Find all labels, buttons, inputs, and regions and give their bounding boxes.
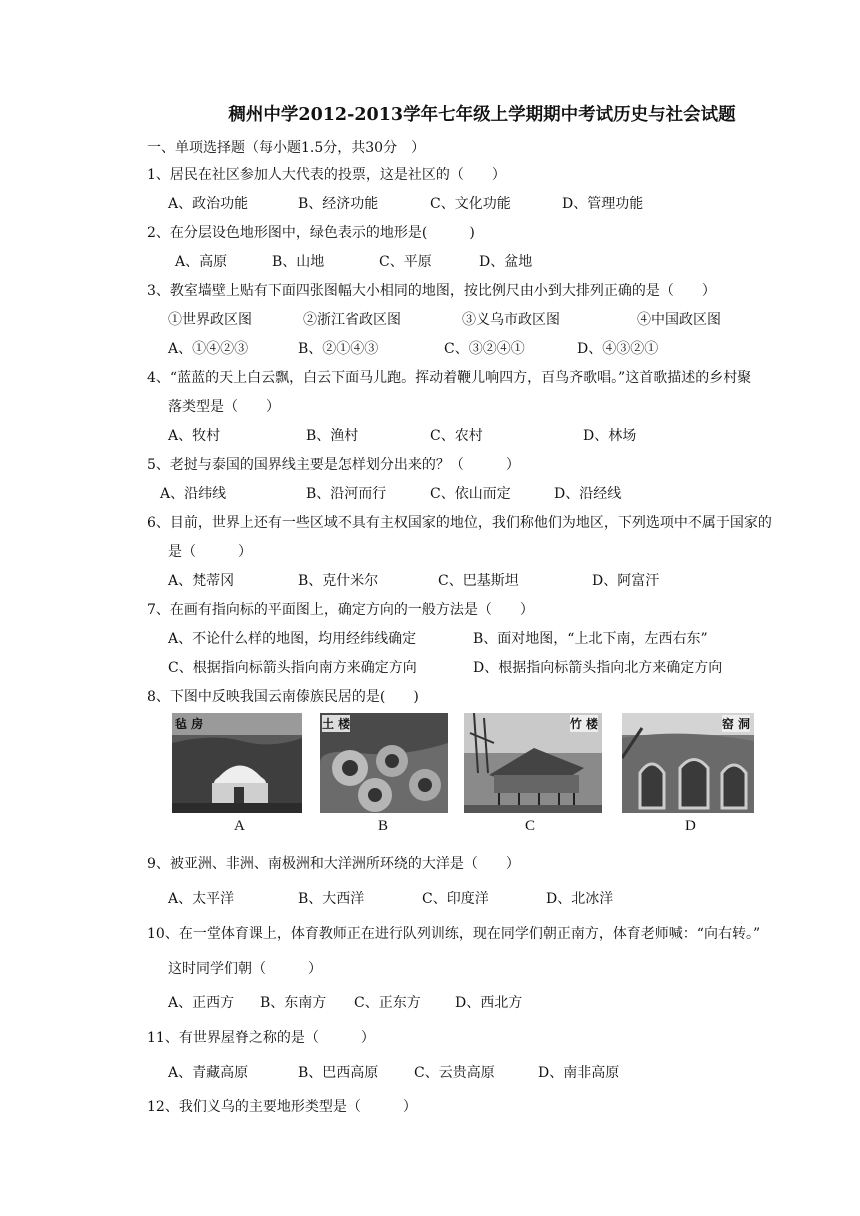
photo-label-a: A (234, 818, 245, 834)
q5-option-b: B、沿河而行 (306, 486, 387, 502)
question-3: 3、教室墙壁上贴有下面四张图幅大小相同的地图，按比例尺由小到大排列正确的是（ ） (147, 283, 716, 299)
question-2: 2、在分层设色地形图中，绿色表示的地形是( ) (147, 225, 475, 241)
photo-cave-dwelling (622, 713, 754, 813)
q1-option-d: D、管理功能 (562, 196, 644, 212)
q7-option-a: A、不论什么样的地图，均用经纬线确定 (168, 631, 417, 647)
question-11: 11、有世界屋脊之称的是（ ） (147, 1030, 375, 1046)
question-8: 8、下图中反映我国云南傣族民居的是( ) (147, 689, 419, 705)
question-7: 7、在画有指向标的平面图上，确定方向的一般方法是（ ） (147, 602, 534, 618)
photo-bamboo-house (464, 713, 602, 813)
photo-label-c: C (525, 818, 536, 834)
q7-option-d: D、根据指向标箭头指向北方来确定方向 (473, 660, 723, 676)
question-12: 12、我们义乌的主要地形类型是（ ） (147, 1099, 417, 1115)
caption-tulou: 土 楼 (322, 717, 351, 731)
question-5: 5、老挝与泰国的国界线主要是怎样划分出来的？（ ） (147, 457, 520, 473)
q2-option-d: D、盆地 (479, 254, 533, 270)
q5-option-c: C、依山而定 (430, 486, 511, 502)
q10-option-d: D、西北方 (455, 995, 523, 1011)
question-10-line-1: 10、在一堂体育课上，体育教师正在进行队列训练，现在同学们朝正南方，体育老师喊：“向右转。” (147, 926, 761, 942)
q7-option-b: B、面对地图，“上北下南，左西右东” (473, 631, 708, 647)
question-10-line-2: 这时同学们朝（ ） (168, 961, 322, 977)
question-1: 1、居民在社区参加人大代表的投票，这是社区的（ ） (147, 167, 506, 183)
q1-option-b: B、经济功能 (298, 196, 379, 212)
q9-option-b: B、大西洋 (298, 891, 365, 907)
photo-label-d: D (685, 818, 696, 834)
question-4-line-1: 4、“蓝蓝的天上白云飘，白云下面马儿跑。挥动着鞭儿响四方，百鸟齐歌唱。”这首歌描述的乡村聚 (147, 370, 752, 386)
section-heading: 一、单项选择题（每小题1.5分，共30分 ） (147, 140, 426, 156)
question-6-line-1: 6、目前，世界上还有一些区域不具有主权国家的地位，我们称他们为地区，下列选项中不属于国家的 (147, 515, 772, 531)
q11-option-c: C、云贵高原 (414, 1065, 495, 1081)
question-6-line-2: 是（ ） (168, 544, 252, 560)
q3-option-a: A、①④②③ (168, 341, 249, 357)
q11-option-b: B、巴西高原 (298, 1065, 379, 1081)
photo-tulou (320, 713, 448, 813)
page-title: 稠州中学2012-2013学年七年级上学期期中考试历史与社会试题 (228, 105, 736, 125)
q3-item-2: ②浙江省政区图 (303, 312, 401, 328)
q4-option-b: B、渔村 (306, 428, 359, 444)
q2-option-c: C、平原 (379, 254, 432, 270)
q3-item-4: ④中国政区图 (637, 312, 721, 328)
q5-option-d: D、沿经线 (554, 486, 622, 502)
q5-option-a: A、沿纬线 (160, 486, 227, 502)
q7-option-c: C、根据指向标箭头指向南方来确定方向 (168, 660, 417, 676)
q4-option-a: A、牧村 (168, 428, 221, 444)
q10-option-a: A、正西方 (168, 995, 235, 1011)
q9-option-c: C、印度洋 (422, 891, 489, 907)
q11-option-d: D、南非高原 (538, 1065, 620, 1081)
q3-option-d: D、④③②① (577, 341, 659, 357)
q6-option-c: C、巴基斯坦 (438, 573, 519, 589)
q3-item-1: ①世界政区图 (168, 312, 252, 328)
caption-bamboo-house: 竹 楼 (569, 717, 598, 731)
photo-label-b: B (378, 818, 389, 834)
caption-yurt: 毡 房 (175, 717, 204, 731)
q1-option-a: A、政治功能 (168, 196, 249, 212)
caption-cave-dwelling: 窑 洞 (721, 717, 750, 731)
q11-option-a: A、青藏高原 (168, 1065, 249, 1081)
q3-option-c: C、③②④① (444, 341, 525, 357)
q3-option-b: B、②①④③ (298, 341, 379, 357)
question-4-line-2: 落类型是（ ） (168, 399, 280, 415)
q9-option-a: A、太平洋 (168, 891, 235, 907)
q4-option-d: D、林场 (583, 428, 637, 444)
q2-option-b: B、山地 (272, 254, 325, 270)
q9-option-d: D、北冰洋 (546, 891, 614, 907)
q6-option-d: D、阿富汗 (592, 573, 660, 589)
q6-option-a: A、梵蒂冈 (168, 573, 235, 589)
q10-option-b: B、东南方 (260, 995, 327, 1011)
photo-yurt (172, 713, 302, 813)
question-9: 9、被亚洲、非洲、南极洲和大洋洲所环绕的大洋是（ ） (147, 856, 520, 872)
q6-option-b: B、克什米尔 (298, 573, 379, 589)
dwelling-photos (172, 713, 782, 843)
q3-item-3: ③义乌市政区图 (462, 312, 560, 328)
q10-option-c: C、正东方 (354, 995, 421, 1011)
q2-option-a: A、高原 (175, 254, 228, 270)
q1-option-c: C、文化功能 (430, 196, 511, 212)
q4-option-c: C、农村 (430, 428, 483, 444)
